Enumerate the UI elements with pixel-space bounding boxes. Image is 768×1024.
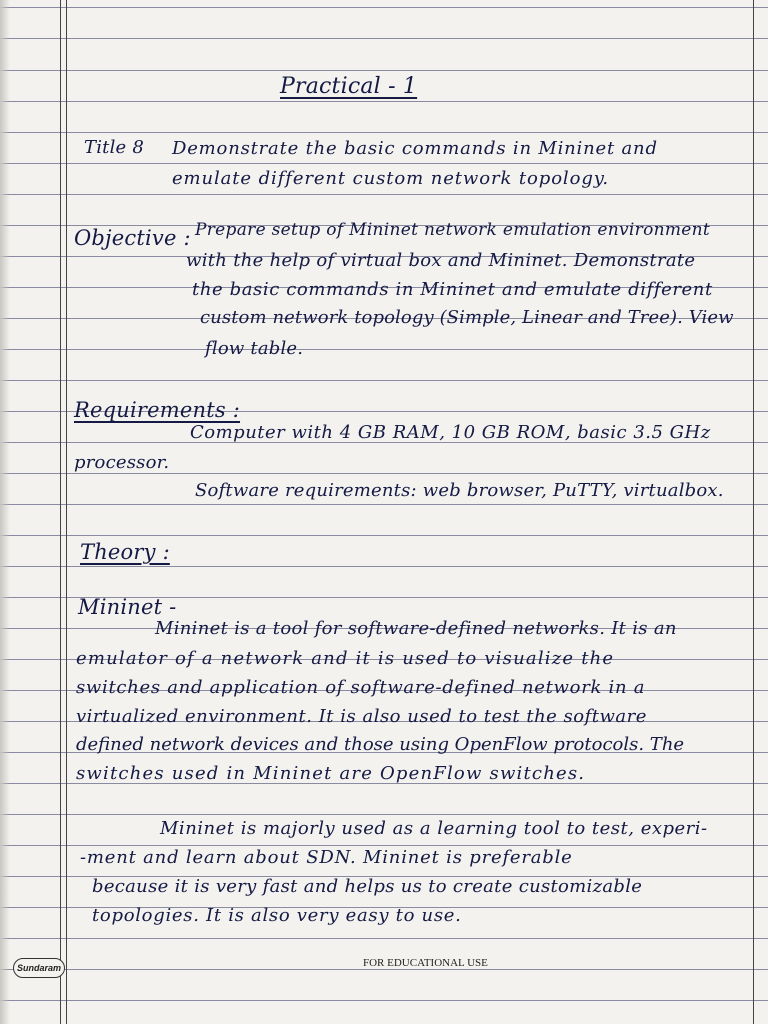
theory-para1-line-5: defined network devices and those using OpenFlow protocols. The	[76, 734, 685, 755]
objective-label: Objective :	[74, 226, 191, 250]
title-line-2: emulate different custom network topology.	[172, 168, 610, 189]
theory-para1-line-2: emulator of a network and it is used to visualize the	[76, 648, 615, 669]
brand-logo: Sundaram	[13, 958, 65, 978]
title-line-1: Demonstrate the basic commands in Mininet and	[172, 138, 658, 159]
objective-line-2: with the help of virtual box and Mininet. Demonstrate	[186, 250, 696, 271]
page-edge-shadow	[0, 0, 10, 1024]
requirements-line-2: processor.	[74, 452, 170, 473]
requirements-label: Requirements :	[74, 398, 241, 422]
requirements-line-1: Computer with 4 GB RAM, 10 GB ROM, basic 3.5 GHz	[190, 422, 711, 443]
footer-text: FOR EDUCATIONAL USE	[363, 957, 488, 969]
title-label: Title 8	[84, 137, 144, 158]
margin-line-left	[60, 0, 61, 1024]
theory-subheading: Mininet -	[78, 595, 177, 619]
requirements-line-3: Software requirements: web browser, PuTTY, virtualbox.	[195, 480, 724, 501]
objective-line-3: the basic commands in Mininet and emulate different	[192, 279, 713, 300]
objective-line-5: flow table.	[205, 338, 304, 359]
theory-para2-line-2: -ment and learn about SDN. Mininet is preferable	[80, 847, 573, 868]
theory-para2-line-3: because it is very fast and helps us to create customizable	[92, 876, 643, 897]
theory-para1-line-1: Mininet is a tool for software-defined networks. It is an	[155, 618, 677, 639]
theory-label: Theory :	[80, 540, 170, 564]
theory-para1-line-3: switches and application of software-defined network in a	[76, 677, 646, 698]
theory-para1-line-4: virtualized environment. It is also used to test the software	[76, 706, 647, 727]
theory-para2-line-4: topologies. It is also very easy to use.	[92, 905, 462, 926]
objective-line-1: Prepare setup of Mininet network emulation environment	[195, 220, 711, 240]
margin-line-left-inner	[66, 0, 67, 1024]
page-title: Practical - 1	[280, 74, 418, 99]
margin-line-right	[753, 0, 754, 1024]
theory-para1-line-6: switches used in Mininet are OpenFlow switches.	[76, 763, 586, 784]
theory-para2-line-1: Mininet is majorly used as a learning tool to test, experi-	[160, 818, 708, 839]
objective-line-4: custom network topology (Simple, Linear and Tree). View	[200, 307, 734, 328]
